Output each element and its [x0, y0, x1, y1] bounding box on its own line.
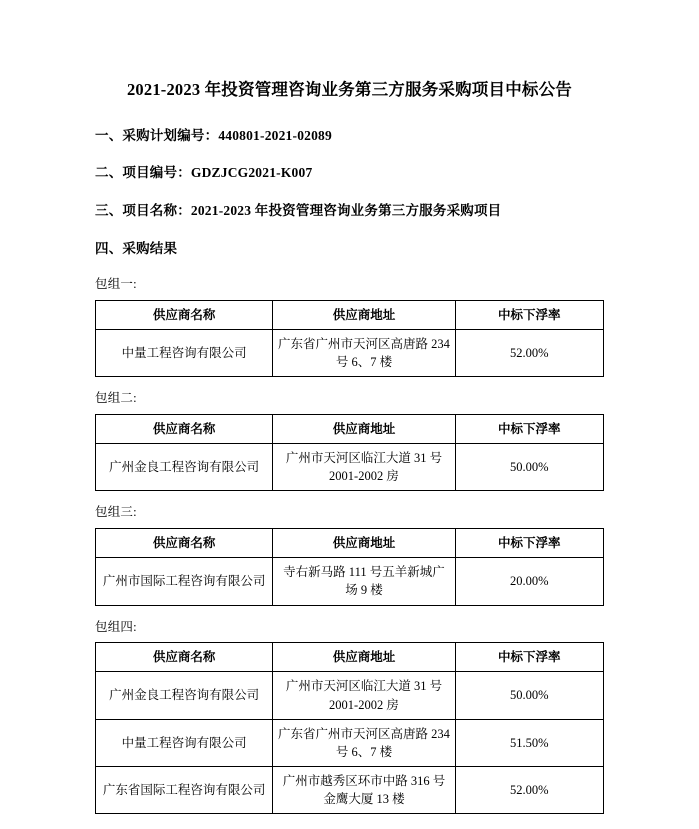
table-row	[96, 558, 604, 605]
result-table-package-4	[95, 642, 604, 814]
table-row	[96, 766, 604, 813]
column-header-supplier-name: 供应商名称	[96, 643, 273, 672]
cell-supplier-address: 广东省广州市天河区高唐路 234 号 6、7 楼	[273, 719, 455, 766]
result-table-package-3	[95, 528, 604, 605]
section-value: 440801-2021-02089	[218, 127, 332, 143]
cell-discount-rate: 20.00%	[455, 558, 603, 605]
column-header-supplier-name: 供应商名称	[96, 300, 273, 329]
table-header-row	[96, 415, 604, 444]
column-header-discount-rate: 中标下浮率	[455, 643, 603, 672]
cell-discount-rate: 52.00%	[455, 330, 603, 377]
cell-supplier-address: 广州市天河区临江大道 31 号 2001-2002 房	[273, 444, 455, 491]
package-label-1: 包组一:	[95, 277, 137, 292]
section-value: 2021-2023 年投资管理咨询业务第三方服务采购项目	[190, 202, 502, 218]
cell-discount-rate: 52.00%	[455, 766, 603, 813]
column-header-supplier-address: 供应商地址	[273, 415, 455, 444]
cell-supplier-address: 广州市天河区临江大道 31 号 2001-2002 房	[273, 672, 455, 719]
column-header-discount-rate: 中标下浮率	[455, 529, 603, 558]
section-label: 一、采购计划编号：	[95, 127, 219, 143]
column-header-supplier-address: 供应商地址	[273, 529, 455, 558]
cell-supplier-address: 广东省广州市天河区高唐路 234 号 6、7 楼	[273, 330, 455, 377]
cell-supplier-address: 寺右新马路 111 号五羊新城广场 9 楼	[273, 558, 455, 605]
column-header-supplier-name: 供应商名称	[96, 529, 273, 558]
column-header-supplier-address: 供应商地址	[273, 300, 455, 329]
table-header-row	[96, 300, 604, 329]
column-header-supplier-address: 供应商地址	[273, 643, 455, 672]
package-label-3: 包组三:	[95, 505, 137, 520]
cell-supplier-name: 中量工程咨询有限公司	[96, 719, 273, 766]
package-label-2: 包组二:	[95, 391, 137, 406]
column-header-supplier-name: 供应商名称	[96, 415, 273, 444]
section-project-number	[95, 162, 604, 184]
table-header-row	[96, 529, 604, 558]
page-title: 2021-2023 年投资管理咨询业务第三方服务采购项目中标公告	[126, 80, 573, 99]
table-row	[96, 330, 604, 377]
result-table-package-2	[95, 414, 604, 491]
cell-discount-rate: 50.00%	[455, 444, 603, 491]
package-label-4: 包组四:	[95, 619, 137, 634]
section-procurement-result	[95, 238, 604, 260]
column-header-discount-rate: 中标下浮率	[455, 415, 603, 444]
cell-supplier-name: 广州金良工程咨询有限公司	[96, 444, 273, 491]
cell-supplier-address: 广州市越秀区环市中路 316 号金鹰大厦 13 楼	[273, 766, 455, 813]
section-label: 三、项目名称：	[95, 202, 191, 218]
result-table-package-1	[95, 300, 604, 377]
cell-supplier-name: 广州金良工程咨询有限公司	[96, 672, 273, 719]
cell-discount-rate: 51.50%	[455, 719, 603, 766]
section-label: 四、采购结果	[95, 240, 178, 256]
cell-supplier-name: 广东省国际工程咨询有限公司	[96, 766, 273, 813]
table-row	[96, 672, 604, 719]
section-project-name	[95, 200, 604, 222]
cell-supplier-name: 中量工程咨询有限公司	[96, 330, 273, 377]
cell-supplier-name: 广州市国际工程咨询有限公司	[96, 558, 273, 605]
section-label: 二、项目编号：	[95, 165, 191, 181]
section-procurement-plan-number	[95, 125, 604, 147]
cell-discount-rate: 50.00%	[455, 672, 603, 719]
table-row	[96, 719, 604, 766]
table-row	[96, 444, 604, 491]
section-value: GDZJCG2021-K007	[190, 165, 313, 181]
column-header-discount-rate: 中标下浮率	[455, 300, 603, 329]
table-header-row	[96, 643, 604, 672]
